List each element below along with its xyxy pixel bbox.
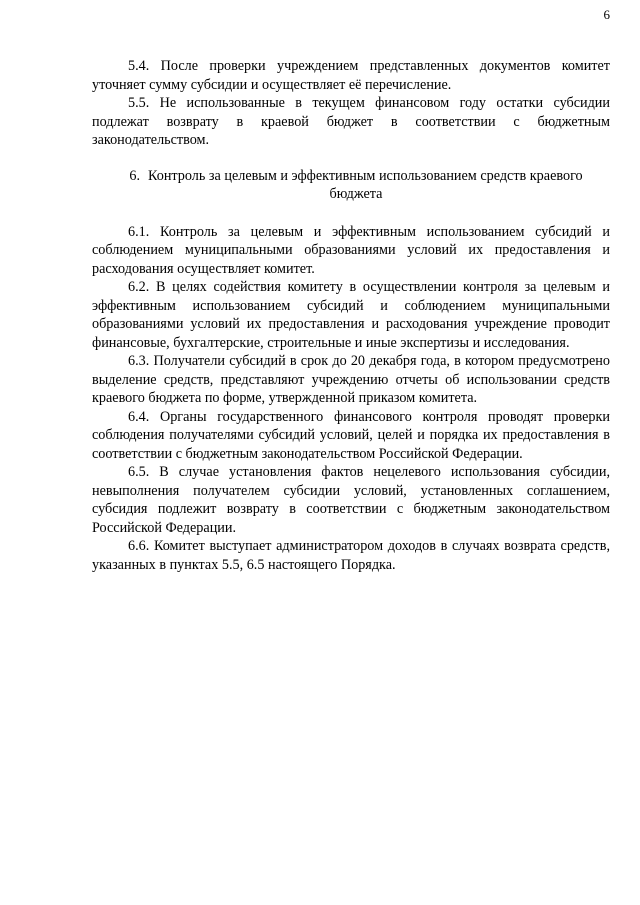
paragraph-6-4: 6.4. Органы государственного финансового контроля проводят проверки соблюдения получателями субсидий условий, целей и порядка их предоставления в соответствии с бюджетным законодательством Российской Федерации. — [92, 408, 610, 462]
paragraph-6-2: 6.2. В целях содействия комитету в осуществлении контроля за целевым и эффективным использованием субсидий и соблюдением муниципальными образованиями условий их предоставления и расходования учреждение проводит финансовые, бухгалтерские, строительные и иные экспертизы и исследования. — [92, 279, 610, 351]
paragraph-5-4: 5.4. После проверки учреждением представленных документов комитет уточняет сумму субсидии и осуществляет её перечисление. — [92, 58, 610, 93]
section-title: Контроль за целевым и эффективным использованием средств краевого бюджета — [147, 167, 583, 202]
paragraph-6-6: 6.6. Комитет выступает администратором доходов в случаях возврата средств, указанных в пунктах 5.5, 6.5 настоящего Порядка. — [92, 538, 610, 573]
section-number: 6. — [129, 167, 140, 184]
paragraph-6-1: 6.1. Контроль за целевым и эффективным использованием субсидий и соблюдением муниципальными образованиями условий их предоставления и расходования осуществляет комитет. — [92, 223, 610, 277]
paragraph-6-3: 6.3. Получатели субсидий в срок до 20 декабря года, в котором предусмотрено выделение средств, представляют учреждению отчеты об использовании средств краевого бюджета по форме, утвержденной приказом комитета. — [92, 353, 610, 406]
document-body — [92, 57, 610, 574]
section-heading — [92, 167, 610, 204]
paragraph-6-5: 6.5. В случае установления фактов нецелевого использования субсидии, невыполнения получателем субсидии условий, установленных соглашением, субсидия подлежит возврату в соответствии с бюджетным законодательством Российской Федерации. — [92, 464, 610, 536]
paragraph-5-5: 5.5. Не использованные в текущем финансовом году остатки субсидии подлежат возврату в краевой бюджет в соответствии с бюджетным законодательством. — [92, 95, 610, 148]
page-number: 6 — [603, 7, 610, 22]
